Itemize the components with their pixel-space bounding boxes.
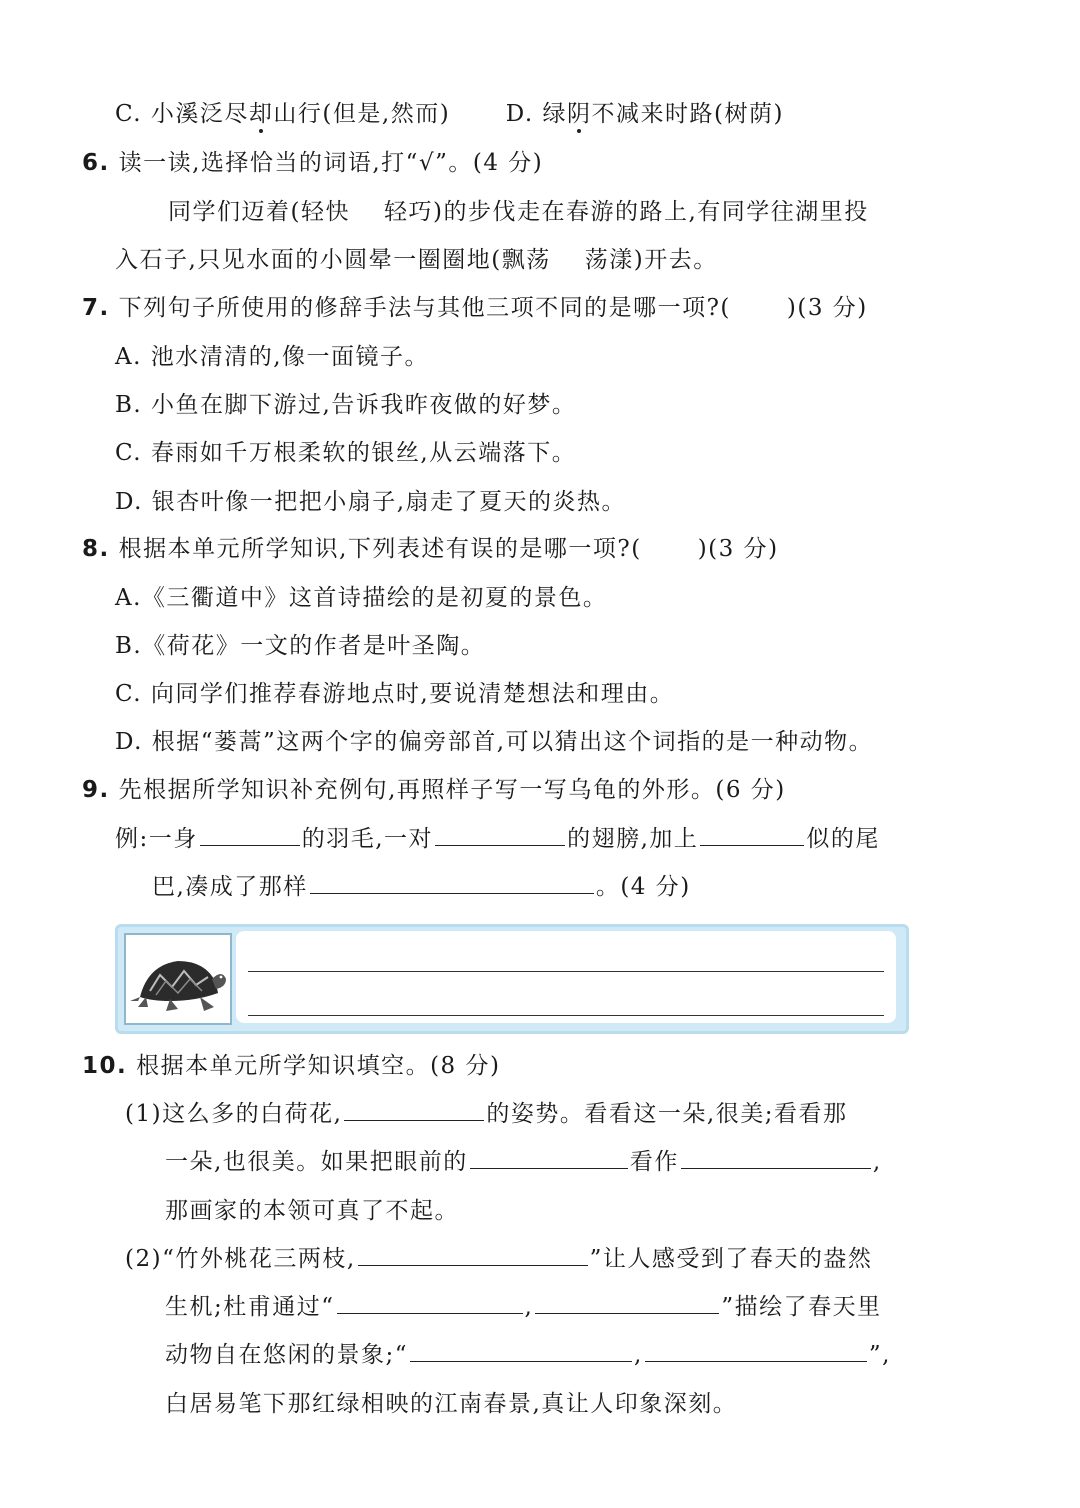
- q10-blank-6[interactable]: [535, 1291, 719, 1314]
- q9-prompt-text: 先根据所学知识补充例句,再照样子写一写乌龟的外形。(6 分): [118, 777, 786, 803]
- q6-line1-part1: 同学们迈着(轻快: [168, 199, 350, 225]
- q10-blank-7[interactable]: [410, 1339, 632, 1362]
- q5-option-c-text: [151, 101, 450, 127]
- q9-blank-3[interactable]: [700, 823, 804, 846]
- q5-d-text-part2: 不减来时路(树荫): [591, 101, 784, 127]
- q10-p2-l2-part2: ,: [524, 1294, 534, 1320]
- q8-option-b: B.《荷花》一文的作者是叶圣陶。: [115, 633, 486, 659]
- q5-option-d-text: [543, 101, 784, 127]
- q9-blank-4[interactable]: [310, 871, 594, 894]
- q10-part2-line3: [165, 1339, 891, 1371]
- q10-p2-l2-part1: 生机;杜甫通过“: [165, 1294, 335, 1320]
- q9-ex-part3: 的翅膀,加上: [567, 826, 699, 852]
- q10-blank-5[interactable]: [337, 1291, 523, 1314]
- turtle-answer-area[interactable]: [236, 931, 896, 1023]
- q6-line2-part2: 荡漾)开去。: [584, 247, 718, 273]
- q10-part2-line4: 白居易笔下那红绿相映的江南春景,真让人印象深刻。: [165, 1391, 738, 1417]
- q6-prompt-text: 读一读,选择恰当的词语,打“√”。(4 分): [118, 150, 544, 176]
- q5-c-text-part2: 山行(但是,然而): [273, 101, 451, 127]
- q7-prompt-text: 下列句子所使用的修辞手法与其他三项不同的是哪一项?(: [118, 295, 731, 321]
- q10-prompt: [82, 1050, 500, 1082]
- q10-part1-line1: [125, 1098, 847, 1130]
- q9-ex-part4: 似的尾: [806, 826, 880, 852]
- q10-p1-l2-part3: ,: [872, 1149, 882, 1175]
- q8-option-c: C. 向同学们推荐春游地点时,要说清楚想法和理由。: [115, 681, 675, 707]
- q5-d-text-part1: 绿: [542, 101, 568, 127]
- q9-ex2-part2: 。(4 分): [595, 874, 691, 900]
- q10-blank-2[interactable]: [470, 1146, 628, 1169]
- q10-p2-l3-part2: ,: [634, 1342, 643, 1368]
- q7-option-d: D. 银杏叶像一把把小扇子,扇走了夏天的炎热。: [115, 489, 627, 515]
- q5-c-dotted-char: 却: [248, 101, 274, 127]
- q8-option-a: A.《三衢道中》这首诗描绘的是初夏的景色。: [115, 585, 608, 611]
- q5-option-d-label: D.: [505, 101, 534, 127]
- q6-line2-part1: 入石子,只见水面的小圆晕一圈圈地(飘荡: [115, 247, 551, 273]
- q10-part2-line2: [165, 1291, 882, 1323]
- q6-passage-line1: [168, 196, 869, 228]
- turtle-writing-box: [115, 924, 909, 1034]
- q10-p2-l1-part1: (2)“竹外桃花三两枝,: [125, 1246, 356, 1272]
- answer-line-2[interactable]: [248, 1015, 884, 1016]
- q7-option-c: C. 春雨如千万根柔软的银丝,从云端落下。: [115, 440, 577, 466]
- q10-p1-l2-part1: 一朵,也很美。如果把眼前的: [165, 1149, 468, 1175]
- q10-blank-4[interactable]: [358, 1243, 588, 1266]
- q10-p1-l2-part2: 看作: [629, 1149, 679, 1175]
- q10-blank-1[interactable]: [344, 1098, 484, 1121]
- q9-ex2-part1: 巴,凑成了那样: [152, 874, 308, 900]
- q8-prompt-text: 根据本单元所学知识,下列表述有误的是哪一项?(: [118, 536, 642, 562]
- q8-points: )(3 分): [697, 536, 779, 562]
- q9-example-line1: [115, 823, 880, 855]
- q8-prompt: [82, 533, 779, 565]
- turtle-icon: [126, 935, 230, 1023]
- q6-passage-line2: [115, 244, 718, 276]
- q10-part1-line2: [165, 1146, 882, 1178]
- q10-p1-l1-part1: (1)这么多的白荷花,: [125, 1101, 343, 1127]
- q10-blank-8[interactable]: [645, 1339, 867, 1362]
- q10-p2-l3-part3: ”,: [868, 1342, 891, 1368]
- q10-p2-l1-part2: ”让人感受到了春天的盎然: [589, 1246, 873, 1272]
- q8-number: 8.: [82, 536, 110, 562]
- q9-ex-part1: 例:一身: [115, 826, 198, 852]
- q7-prompt: [82, 292, 868, 324]
- q10-prompt-text: 根据本单元所学知识填空。(8 分): [136, 1053, 501, 1079]
- q7-points: )(3 分): [786, 295, 868, 321]
- q6-line1-part2: 轻巧)的步伐走在春游的路上,有同学往湖里投: [383, 199, 869, 225]
- q9-example-line2: [152, 871, 691, 903]
- q5-options-row: [115, 98, 784, 130]
- q10-part1-line3: 那画家的本领可真了不起。: [165, 1198, 459, 1224]
- q10-p1-l1-part2: 的姿势。看看这一朵,很美;看看那: [486, 1101, 848, 1127]
- q6-prompt: [82, 147, 543, 179]
- turtle-image: [124, 933, 232, 1025]
- q10-p2-l3-part1: 动物自在悠闲的景象;“: [165, 1342, 409, 1368]
- q5-c-text-part1: 小溪泛尽: [150, 101, 249, 127]
- q5-option-c-label: C.: [115, 101, 143, 127]
- q9-blank-1[interactable]: [200, 823, 300, 846]
- q10-number: 10.: [82, 1053, 128, 1079]
- q9-number: 9.: [82, 777, 110, 803]
- q6-number: 6.: [82, 150, 110, 176]
- q10-blank-3[interactable]: [681, 1146, 871, 1169]
- q7-option-b: B. 小鱼在脚下游过,告诉我昨夜做的好梦。: [115, 392, 577, 418]
- q10-p2-l2-part3: ”描绘了春天里: [721, 1294, 882, 1320]
- q9-prompt: [82, 774, 786, 806]
- q7-number: 7.: [82, 295, 110, 321]
- q8-option-d: D. 根据“蒌蒿”这两个字的偏旁部首,可以猜出这个词指的是一种动物。: [115, 729, 874, 755]
- answer-line-1[interactable]: [248, 971, 884, 972]
- q9-blank-2[interactable]: [435, 823, 565, 846]
- q9-ex-part2: 的羽毛,一对: [301, 826, 434, 852]
- q7-option-a: A. 池水清清的,像一面镜子。: [115, 344, 430, 370]
- q10-part2-line1: [125, 1243, 872, 1275]
- q5-d-dotted-char: 阴: [567, 101, 592, 127]
